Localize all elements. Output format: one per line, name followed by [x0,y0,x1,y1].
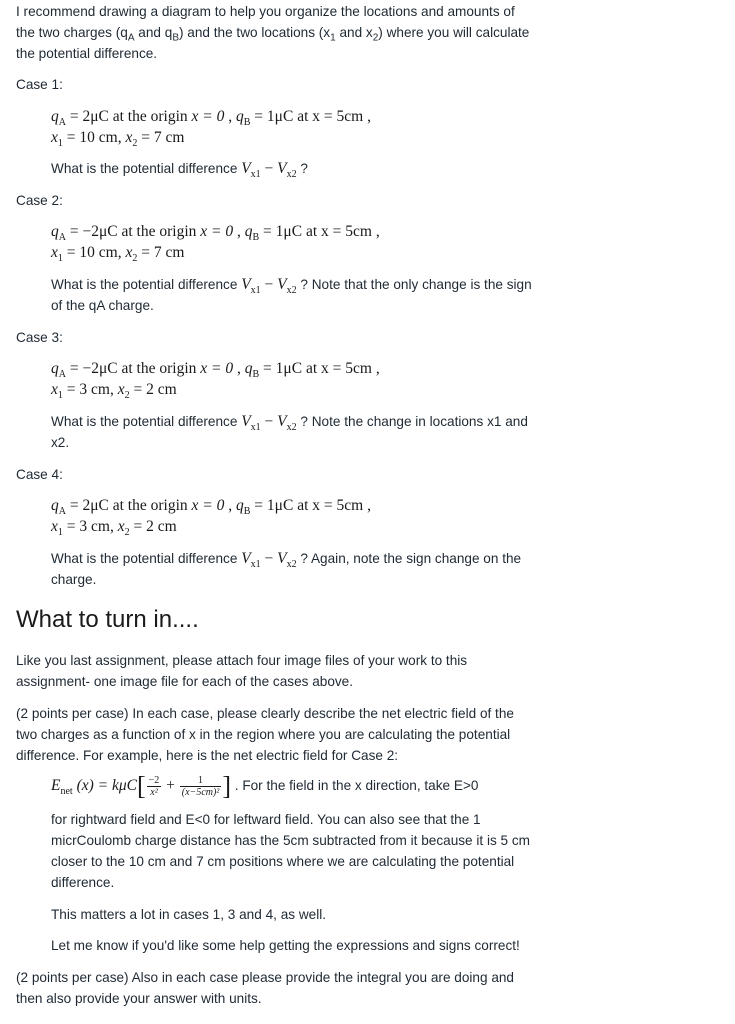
turn-in-paragraph-2: (2 points per case) In each case, please clearly describe the net electric field of the two charges as a function of x in the region where you are calculating the potential difference. For example, here is the net electric field for Case 2: [16,706,514,763]
fraction-term-1: $\frac{-2}{\text{x²}}$ [148,775,160,798]
case-3-charges: $q_A = -2\mu C$ at the origin x = 0 , $q_B = 1\mu C$ at x = 5cm , [51,360,380,381]
case-2-positions: $x_1 = 10$ cm, $x_2 = 7$ cm [51,244,185,265]
case-1-charges: $q_A = 2\mu C$ at the origin x = 0 , $q_B = 1\mu C$ at x = 5cm , [51,108,371,129]
case-3-question: What is the potential difference $V_{x1} - V_{x2}$ ? Note the change in locations x1 and x2. [51,413,528,450]
case-1-label: Case 1: [16,77,63,92]
fraction-term-2: $\frac{1}{\text{(x−5cm)²}}$ [181,775,220,798]
turn-in-paragraph-5: Let me know if you'd like some help getting the expressions and signs correct! [51,938,520,953]
turn-in-paragraph-4: This matters a lot in cases 1, 3 and 4, as well. [51,907,327,922]
case-3-label: Case 3: [16,330,63,345]
turn-in-heading: What to turn in.... [16,606,199,633]
net-field-equation: $E_{net}$ (x) = kμC[ $\frac{-2}{\text{x²}}$ + $\frac{1}{\text{(x−5cm)²}}$ ] . For the field in the x direction, take E>0 [51,771,479,801]
case-2-question: What is the potential difference $V_{x1} - V_{x2}$ ? Note that the only change is the sign of the qA charge. [51,276,532,313]
case-1-positions: $x_1 = 10$ cm, $x_2 = 7$ cm [51,129,185,150]
turn-in-paragraph-6: (2 points per case) Also in each case please provide the integral you are doing and then also provide your answer with units. [16,970,514,1006]
case-2-charges: $q_A = -2\mu C$ at the origin x = 0 , $q_B = 1\mu C$ at x = 5cm , [51,223,380,244]
intro-paragraph: I recommend drawing a diagram to help you organize the locations and amounts of the two charges ($q_A$ and $q_B$) and the two locations ($x_1$ and $x_2$) where you will calculate the potential difference. [16,4,530,61]
case-4-label: Case 4: [16,467,63,482]
case-4-question: What is the potential difference $V_{x1} - V_{x2}$ ? Again, note the sign change on the charge. [51,550,522,587]
case-3-positions: $x_1 = 3$ cm, $x_2 = 2$ cm [51,381,177,402]
case-4-charges: $q_A = 2\mu C$ at the origin x = 0 , $q_B = 1\mu C$ at x = 5cm , [51,497,371,518]
case-2-label: Case 2: [16,193,63,208]
turn-in-paragraph-3: for rightward field and E<0 for leftward field. You can also see that the 1 micrCoulomb charge distance has the 5cm subtracted from it because it is 5 cm closer to the 10 cm and 7 cm positions where we are calculating the potential difference. [51,812,531,890]
case-1-question: What is the potential difference $V_{x1} - V_{x2}$ ? [51,160,308,181]
case-4-positions: $x_1 = 3$ cm, $x_2 = 2$ cm [51,518,177,539]
turn-in-paragraph-1: Like you last assignment, please attach four image files of your work to this assignment- one image file for each of the cases above. [16,653,468,689]
